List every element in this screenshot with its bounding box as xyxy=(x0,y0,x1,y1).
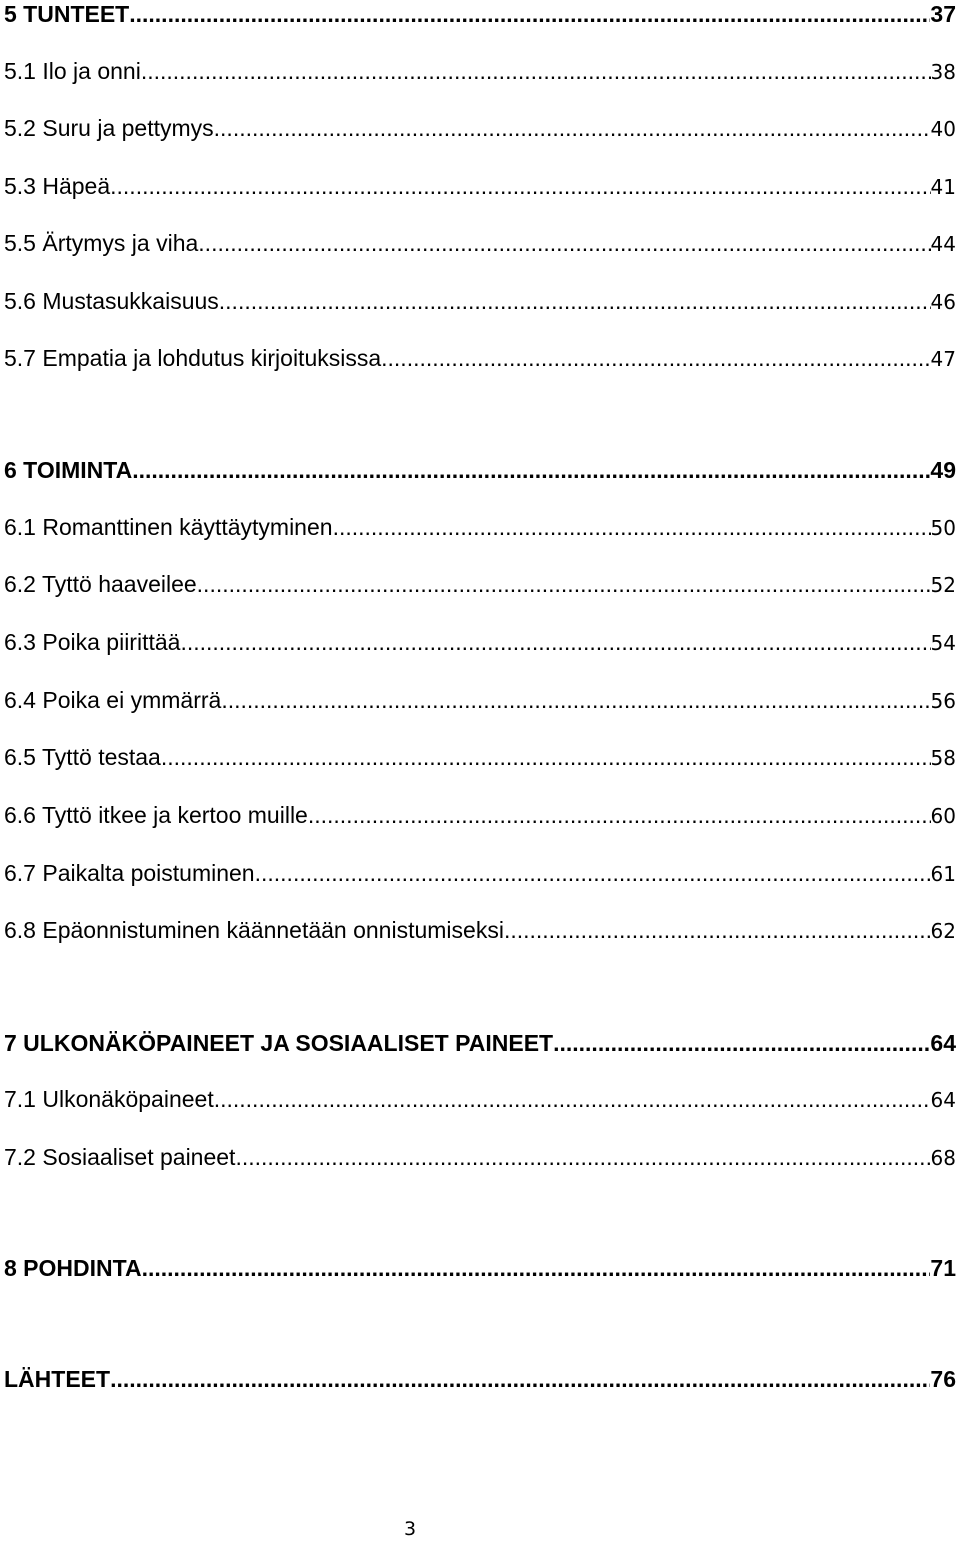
toc-leader-dots xyxy=(132,456,930,484)
toc-leader-dots xyxy=(110,1365,930,1393)
toc-leader-dots xyxy=(235,1143,930,1171)
toc-entry-page: 56 xyxy=(930,689,956,713)
toc-leader-dots xyxy=(308,801,931,829)
toc-entry-label: 7 ULKONÄKÖPAINEET JA SOSIAALISET PAINEET xyxy=(4,1030,554,1056)
toc-leader-dots xyxy=(504,916,931,944)
toc-entry-label: 5.1 Ilo ja onni xyxy=(4,58,141,84)
toc-entry-page: 64 xyxy=(930,1030,956,1056)
toc-entry-label: 5.6 Mustasukkaisuus xyxy=(4,288,219,314)
toc-entry-page: 68 xyxy=(930,1146,956,1170)
toc-entry-page: 46 xyxy=(930,290,956,314)
toc-entry-page: 40 xyxy=(930,117,956,141)
toc-entry-label: 6.8 Epäonnistuminen käännetään onnistumiseksi xyxy=(4,917,504,943)
toc-entry-page: 47 xyxy=(930,347,956,371)
toc-entry-page: 54 xyxy=(930,631,956,655)
toc-entry-page: 61 xyxy=(930,862,956,886)
toc-entry-5-1[interactable] xyxy=(4,57,956,86)
toc-leader-dots xyxy=(214,1085,931,1113)
toc-entry-6-7[interactable] xyxy=(4,859,956,888)
toc-leader-dots xyxy=(141,57,931,85)
toc-entry-label: 6.5 Tyttö testaa xyxy=(4,744,161,770)
toc-entry-label: 6.1 Romanttinen käyttäytyminen xyxy=(4,514,333,540)
toc-leader-dots xyxy=(553,1029,930,1057)
toc-entry-page: 62 xyxy=(930,919,956,943)
toc-entry-label: 8 POHDINTA xyxy=(4,1255,142,1281)
toc-entry-label: 7.2 Sosiaaliset paineet xyxy=(4,1144,236,1170)
toc-entry-page: 50 xyxy=(930,516,956,540)
toc-entry-chapter-6[interactable] xyxy=(4,456,956,484)
toc-entry-label: 6.7 Paikalta poistuminen xyxy=(4,860,255,886)
toc-entry-7-2[interactable] xyxy=(4,1143,956,1172)
toc-entry-label: LÄHTEET xyxy=(4,1366,111,1392)
toc-entry-5-5[interactable] xyxy=(4,229,956,258)
toc-entry-label: 6.3 Poika piirittää xyxy=(4,629,181,655)
table-of-contents xyxy=(4,0,956,1541)
toc-entry-page: 64 xyxy=(930,1088,956,1112)
toc-entry-6-4[interactable] xyxy=(4,686,956,715)
toc-entry-label: 5.2 Suru ja pettymys xyxy=(4,115,214,141)
toc-entry-5-6[interactable] xyxy=(4,287,956,316)
toc-entry-6-5[interactable] xyxy=(4,743,956,772)
toc-entry-6-2[interactable] xyxy=(4,570,956,599)
page-number: 3 xyxy=(403,1518,417,1540)
toc-entry-7-1[interactable] xyxy=(4,1085,956,1114)
toc-entry-page: 71 xyxy=(930,1255,956,1281)
toc-leader-dots xyxy=(333,513,931,541)
toc-entry-chapter-5[interactable] xyxy=(4,0,956,28)
toc-leader-dots xyxy=(161,743,931,771)
toc-entry-page: 37 xyxy=(930,1,956,27)
toc-entry-label: 7.1 Ulkonäköpaineet xyxy=(4,1086,214,1112)
toc-entry-5-7[interactable] xyxy=(4,344,956,373)
toc-leader-dots xyxy=(198,229,930,257)
toc-leader-dots xyxy=(142,1254,931,1282)
toc-entry-6-6[interactable] xyxy=(4,801,956,830)
toc-entry-5-2[interactable] xyxy=(4,114,956,143)
toc-entry-page: 60 xyxy=(930,804,956,828)
toc-entry-label: 5.5 Ärtymys ja viha xyxy=(4,230,199,256)
toc-leader-dots xyxy=(219,287,931,315)
toc-leader-dots xyxy=(214,114,931,142)
toc-entry-5-3[interactable] xyxy=(4,172,956,201)
toc-entry-label: 5.7 Empatia ja lohdutus kirjoituksissa xyxy=(4,345,382,371)
toc-entry-label: 6.4 Poika ei ymmärrä xyxy=(4,687,222,713)
toc-entry-page: 41 xyxy=(930,175,956,199)
toc-entry-page: 49 xyxy=(930,457,956,483)
toc-entry-6-8[interactable] xyxy=(4,916,956,945)
toc-entry-label: 6 TOIMINTA xyxy=(4,457,133,483)
toc-entry-6-3[interactable] xyxy=(4,628,956,657)
toc-entry-page: 38 xyxy=(930,60,956,84)
toc-leader-dots xyxy=(129,0,930,28)
toc-leader-dots xyxy=(110,172,930,200)
toc-entry-page: 76 xyxy=(930,1366,956,1392)
toc-entry-chapter-8[interactable] xyxy=(4,1254,956,1282)
toc-entry-page: 44 xyxy=(930,232,956,256)
toc-entry-label: 6.2 Tyttö haaveilee xyxy=(4,571,197,597)
toc-entry-page: 52 xyxy=(930,573,956,597)
toc-entry-label: 5 TUNTEET xyxy=(4,1,130,27)
toc-leader-dots xyxy=(221,686,930,714)
toc-leader-dots xyxy=(180,628,930,656)
toc-entry-page: 58 xyxy=(930,746,956,770)
toc-entry-6-1[interactable] xyxy=(4,513,956,542)
toc-leader-dots xyxy=(197,570,931,598)
toc-entry-label: 6.6 Tyttö itkee ja kertoo muille xyxy=(4,802,308,828)
toc-leader-dots xyxy=(255,859,931,887)
toc-leader-dots xyxy=(381,344,930,372)
toc-entry-label: 5.3 Häpeä xyxy=(4,173,111,199)
toc-entry-references[interactable] xyxy=(4,1365,956,1393)
toc-entry-chapter-7[interactable] xyxy=(4,1029,956,1057)
